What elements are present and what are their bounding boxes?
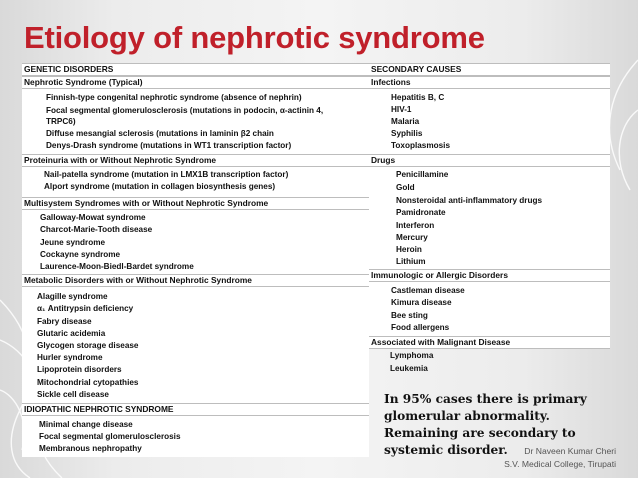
list-item: Alagille syndrome xyxy=(37,292,108,301)
list-item: Alport syndrome (mutation in collagen biosynthesis genes) xyxy=(44,182,276,191)
list-item: Hepatitis B, C xyxy=(391,93,445,102)
list-item: HIV-1 xyxy=(391,105,412,114)
list-item: Syphilis xyxy=(391,129,423,138)
list-item: Glutaric acidemia xyxy=(37,329,106,338)
list-item: Mitochondrial cytopathies xyxy=(37,378,139,387)
credit-institution: S.V. Medical College, Tirupati xyxy=(504,459,616,469)
immunologic-header: Immunologic or Allergic Disorders xyxy=(369,269,610,282)
list-item: Nonsteroidal anti-inflammatory drugs xyxy=(396,196,543,205)
list-item: Hurler syndrome xyxy=(37,353,103,362)
genetic-idiopathic-column xyxy=(22,63,369,457)
list-item: Minimal change disease xyxy=(39,420,133,429)
list-item: Lipoprotein disorders xyxy=(37,365,122,374)
slide-title: Etiology of nephrotic syndrome xyxy=(24,20,485,55)
list-item: Penicillamine xyxy=(396,170,449,179)
list-item: Glycogen storage disease xyxy=(37,341,139,350)
list-item: Toxoplasmosis xyxy=(391,141,450,150)
list-item: Laurence-Moon-Biedl-Bardet syndrome xyxy=(40,262,194,271)
list-item: Food allergens xyxy=(391,323,450,332)
list-item: Sickle cell disease xyxy=(37,390,109,399)
idiopathic-header: IDIOPATHIC NEPHROTIC SYNDROME xyxy=(22,403,369,416)
list-item: Denys-Drash syndrome (mutations in WT1 transcription factor) xyxy=(46,141,292,150)
list-item: α₁ Antitrypsin deficiency xyxy=(37,304,134,313)
list-item: Heroin xyxy=(396,245,422,254)
infections-header: Infections xyxy=(369,76,610,89)
secondary-causes-header: SECONDARY CAUSES xyxy=(369,63,610,76)
secondary-causes-column xyxy=(369,63,610,349)
multisystem-header: Multisystem Syndromes with or Without Nephrotic Syndrome xyxy=(22,197,369,210)
list-item: Fabry disease xyxy=(37,317,92,326)
list-item: Malaria xyxy=(391,117,420,126)
credit-author: Dr Naveen Kumar Cheri xyxy=(524,446,616,456)
drugs-header: Drugs xyxy=(369,154,610,167)
nephrotic-typical-header: Nephrotic Syndrome (Typical) xyxy=(22,76,369,89)
summary-note: In 95% cases there is primary glomerular abnormality. Remaining are secondary to systemic disorder. xyxy=(384,392,587,457)
list-item: Lymphoma xyxy=(390,351,434,360)
list-item: Bee sting xyxy=(391,311,428,320)
list-item: Finnish-type congenital nephrotic syndrome (absence of nephrin) xyxy=(46,93,302,102)
proteinuria-header: Proteinuria with or Without Nephrotic Syndrome xyxy=(22,154,369,167)
list-item: Galloway-Mowat syndrome xyxy=(40,213,146,222)
malignant-header: Associated with Malignant Disease xyxy=(369,336,610,349)
list-item: Mercury xyxy=(396,233,428,242)
list-item: Jeune syndrome xyxy=(40,238,106,247)
list-item: Interferon xyxy=(396,221,435,230)
list-item: Lithium xyxy=(396,257,426,266)
list-item: Kimura disease xyxy=(391,298,452,307)
list-item: Castleman disease xyxy=(391,286,465,295)
metabolic-header: Metabolic Disorders with or Without Nephrotic Syndrome xyxy=(22,274,369,287)
list-item: Focal segmental glomerulosclerosis (mutations in podocin, α-actinin 4, xyxy=(46,106,324,115)
list-item: Cockayne syndrome xyxy=(40,250,121,259)
list-item: Diffuse mesangial sclerosis (mutations in laminin β2 chain xyxy=(46,129,274,138)
list-item: Membranous nephropathy xyxy=(39,444,142,453)
list-item: Focal segmental glomerulosclerosis xyxy=(39,432,181,441)
list-item: Leukemia xyxy=(390,364,428,373)
list-item: Charcot-Marie-Tooth disease xyxy=(40,225,153,234)
list-item: Nail-patella syndrome (mutation in LMX1B transcription factor) xyxy=(44,170,289,179)
genetic-disorders-header: GENETIC DISORDERS xyxy=(22,63,369,76)
list-item: Pamidronate xyxy=(396,208,446,217)
list-item: TRPC6) xyxy=(46,117,76,126)
list-item: Gold xyxy=(396,183,415,192)
